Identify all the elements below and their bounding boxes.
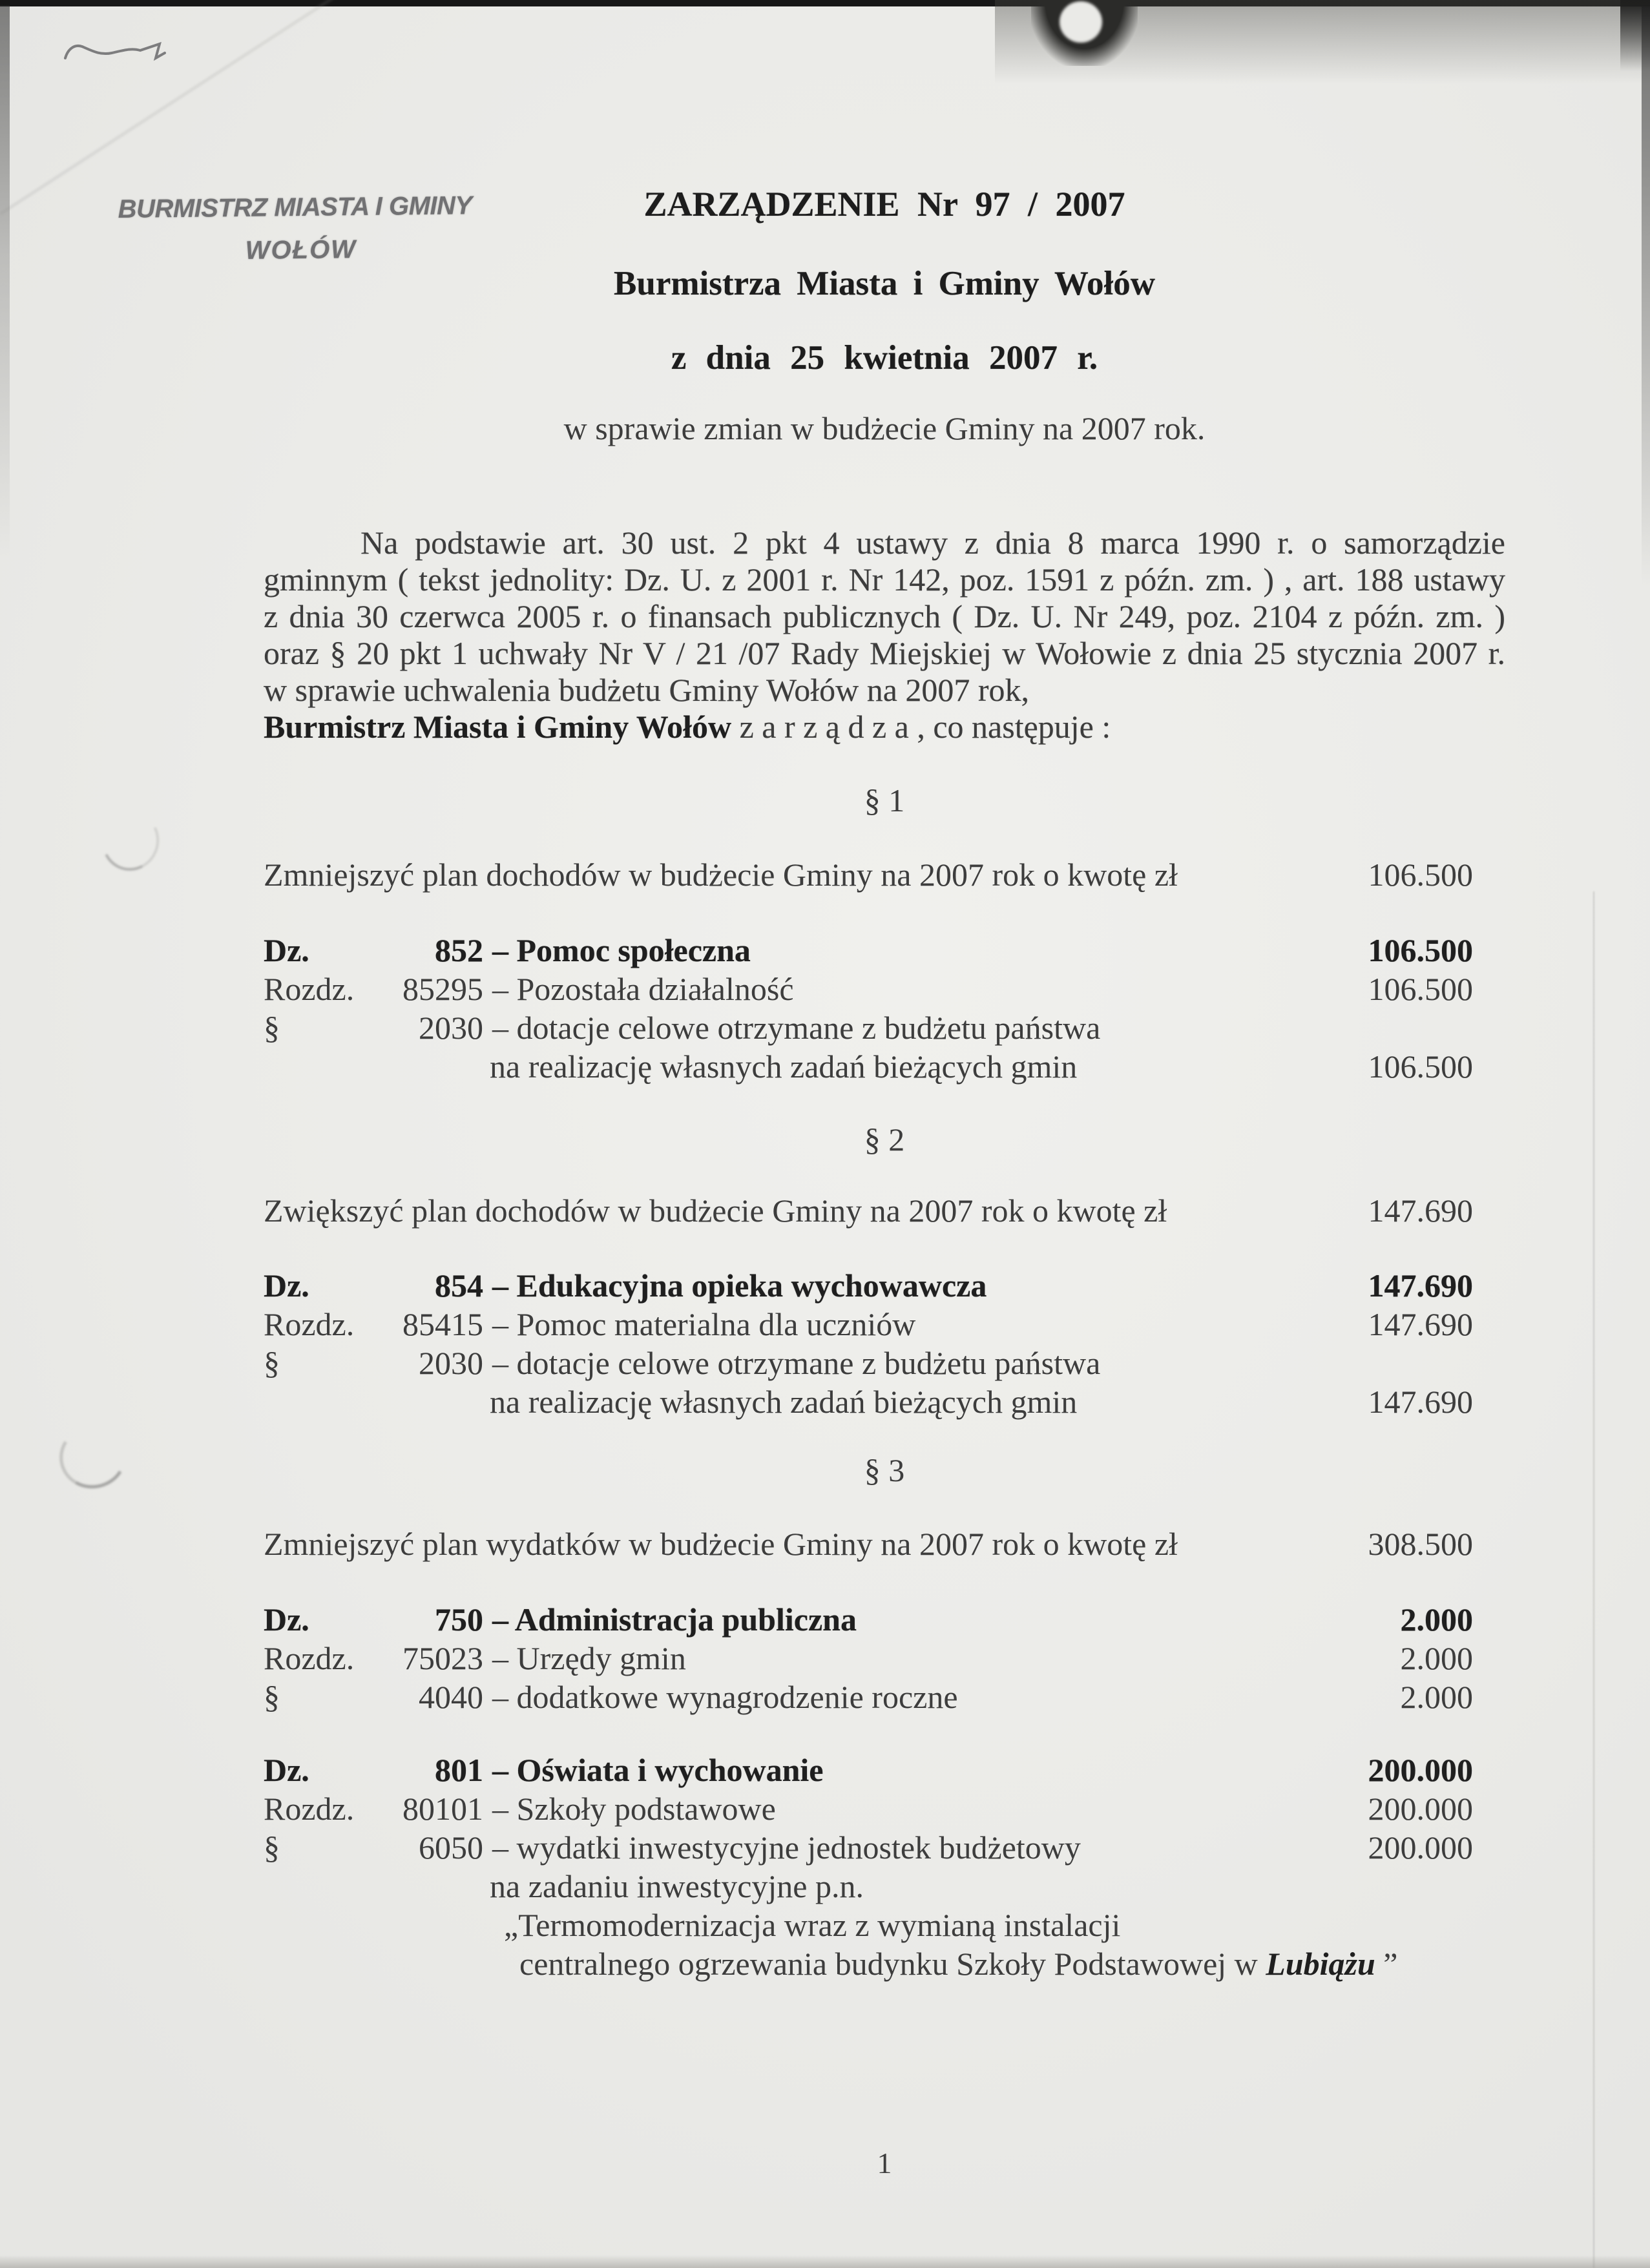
section-intro-amount: 147.690 [1368, 1192, 1473, 1229]
row-label: Rozdz. [264, 1791, 355, 1827]
scan-edge-bottom [0, 2255, 1650, 2268]
budget-row-rozdzial [264, 970, 1505, 1008]
legal-basis-line: Na podstawie art. 30 ust. 2 pkt 4 ustawy z dnia 8 marca 1990 r. o samorządzie [360, 525, 1505, 561]
row-description: – Pomoc materialna dla uczniów [492, 1306, 916, 1342]
row-code: 852 [435, 932, 483, 968]
row-description: na zadaniu inwestycyjne p.n. [490, 1868, 864, 1904]
budget-row-dzial [264, 931, 1505, 970]
row-code: 85295 [402, 971, 483, 1007]
row-description: – Administracja publiczna [492, 1601, 857, 1638]
section-intro-text: Zmniejszyć plan wydatków w budżecie Gminy na 2007 rok o kwotę zł [264, 1526, 1178, 1562]
ordaining-clause [264, 709, 1505, 745]
row-code: 2030 [419, 1345, 483, 1381]
page-number: 1 [877, 2147, 892, 2180]
row-description: ” [1375, 1946, 1398, 1982]
row-code: 75023 [402, 1640, 483, 1676]
row-amount: 147.690 [1368, 1384, 1473, 1420]
paper-dimple [94, 804, 167, 879]
row-description: – Oświata i wychowanie [492, 1752, 824, 1788]
pen-mark [61, 36, 191, 67]
row-description: – Urzędy gmin [492, 1640, 686, 1676]
legal-basis-line: z dnia 30 czerwca 2005 r. o finansach publicznych ( Dz. U. Nr 249, poz. 2104 z późn. zm. ) [264, 598, 1505, 634]
row-amount: 147.690 [1368, 1306, 1473, 1342]
row-description: – dotacje celowe otrzymane z budżetu państwa [492, 1345, 1101, 1381]
budget-row-continuation [264, 1867, 1505, 1906]
paper-dimple [53, 1418, 134, 1495]
row-code: 6050 [419, 1829, 483, 1866]
budget-row-dzial [264, 1600, 1505, 1639]
row-label: § [264, 1010, 280, 1046]
row-amount: 106.500 [1368, 971, 1473, 1007]
budget-row-rozdzial [264, 1305, 1505, 1344]
legal-basis-line: gminnym ( tekst jednolity: Dz. U. z 2001 r. Nr 142, poz. 1591 z późn. zm. ) , art. 188 ustawy [264, 561, 1505, 598]
row-amount: 106.500 [1368, 1048, 1473, 1085]
section-intro-amount: 106.500 [1368, 857, 1473, 893]
budget-rows [264, 1600, 1505, 1983]
row-description: – wydatki inwestycyjne jednostek budżetowy [492, 1829, 1081, 1866]
row-description: centralnego ogrzewania budynku Szkoły Podstawowej w [519, 1946, 1266, 1982]
row-label: § [264, 1345, 280, 1381]
row-description: – dodatkowe wynagrodzenie roczne [492, 1679, 958, 1715]
row-amount: 2.000 [1400, 1640, 1473, 1676]
row-description: – Szkoły podstawowe [492, 1791, 776, 1827]
section-intro [264, 1192, 1505, 1229]
budget-row-paragraf [264, 1008, 1505, 1047]
budget-row-continuation [264, 1944, 1505, 1983]
row-amount: 200.000 [1368, 1752, 1473, 1788]
row-label: Rozdz. [264, 1306, 355, 1342]
paper-crease-right [1593, 891, 1594, 2268]
row-amount: 147.690 [1368, 1267, 1473, 1304]
section-intro-amount: 308.500 [1368, 1526, 1473, 1562]
budget-row-paragraf [264, 1344, 1505, 1382]
budget-row-continuation [264, 1906, 1505, 1944]
section-1 [264, 782, 1505, 1086]
row-label: Dz. [264, 1601, 309, 1638]
row-description: – Edukacyjna opieka wychowawcza [492, 1267, 987, 1304]
row-amount: 2.000 [1400, 1679, 1473, 1715]
ordaining-clause-issuer: Burmistrz Miasta i Gminy Wołów [264, 709, 732, 745]
scan-edge-left [0, 5, 10, 561]
budget-row-paragraf [264, 1678, 1505, 1716]
section-intro-text: Zmniejszyć plan dochodów w budżecie Gminy na 2007 rok o kwotę zł [264, 857, 1178, 893]
section-intro [264, 857, 1505, 893]
document-title: ZARZĄDZENIE Nr 97 / 2007 [643, 185, 1125, 224]
ordaining-clause-text: z a r z ą d z a , co następuje : [731, 709, 1111, 745]
budget-row-paragraf [264, 1828, 1505, 1867]
budget-rows [264, 931, 1505, 1086]
budget-row-rozdzial [264, 1789, 1505, 1828]
row-label: Dz. [264, 932, 309, 968]
row-code: 2030 [419, 1010, 483, 1046]
section-marker: § 1 [864, 782, 905, 818]
budget-row-continuation [264, 1382, 1505, 1421]
document-date: z dnia 25 kwietnia 2007 r. [671, 339, 1098, 377]
row-description: „Termomodernizacja wraz z wymianą instalacji [504, 1907, 1121, 1943]
budget-row-rozdzial [264, 1639, 1505, 1678]
budget-row-dzial [264, 1266, 1505, 1305]
row-label: Rozdz. [264, 1640, 355, 1676]
row-label: Dz. [264, 1752, 309, 1788]
row-label: § [264, 1679, 280, 1715]
stamp-office-name: BURMISTRZ MIASTA I GMINY [118, 191, 472, 224]
row-amount: 200.000 [1368, 1829, 1473, 1866]
row-code: 4040 [419, 1679, 483, 1715]
budget-row-dzial [264, 1751, 1505, 1789]
scan-edge-right [1642, 5, 1650, 587]
budget-row-continuation [264, 1047, 1505, 1086]
budget-rows [264, 1266, 1505, 1421]
document-issuer: Burmistrza Miasta i Gminy Wołów [614, 265, 1155, 302]
row-amount: 106.500 [1368, 932, 1473, 968]
section-intro-text: Zwiększyć plan dochodów w budżecie Gminy na 2007 rok o kwotę zł [264, 1192, 1167, 1229]
row-amount: 2.000 [1400, 1601, 1473, 1638]
section-marker: § 2 [864, 1121, 905, 1158]
row-description: – Pozostała działalność [492, 971, 794, 1007]
row-description-emphasis: Lubiążu [1266, 1946, 1375, 1982]
row-code: 80101 [402, 1791, 483, 1827]
section-intro [264, 1526, 1505, 1563]
row-label: Dz. [264, 1267, 309, 1304]
row-amount: 200.000 [1368, 1791, 1473, 1827]
legal-basis-paragraph [264, 525, 1505, 745]
row-description: na realizację własnych zadań bieżących gmin [490, 1384, 1078, 1420]
row-description: – dotacje celowe otrzymane z budżetu państwa [492, 1010, 1101, 1046]
legal-basis-line: oraz § 20 pkt 1 uchwały Nr V / 21 /07 Rady Miejskiej w Wołowie z dnia 25 stycznia 2007 r. [264, 635, 1505, 671]
section-3 [264, 1452, 1505, 1983]
row-description: na realizację własnych zadań bieżących gmin [490, 1048, 1078, 1085]
row-code: 854 [435, 1267, 483, 1304]
section-marker: § 3 [864, 1452, 905, 1488]
row-code: 801 [435, 1752, 483, 1788]
row-label: Rozdz. [264, 971, 355, 1007]
row-code: 750 [435, 1601, 483, 1638]
stamp-town-name: WOŁÓW [245, 235, 357, 265]
section-2 [264, 1121, 1505, 1421]
row-code: 85415 [402, 1306, 483, 1342]
document-subject: w sprawie zmian w budżecie Gminy na 2007 rok. [563, 410, 1206, 446]
legal-basis-line: w sprawie uchwalenia budżetu Gminy Wołów na 2007 rok, [264, 672, 1030, 708]
document-content [264, 0, 1505, 2181]
row-label: § [264, 1829, 280, 1866]
row-description: – Pomoc społeczna [492, 932, 751, 968]
